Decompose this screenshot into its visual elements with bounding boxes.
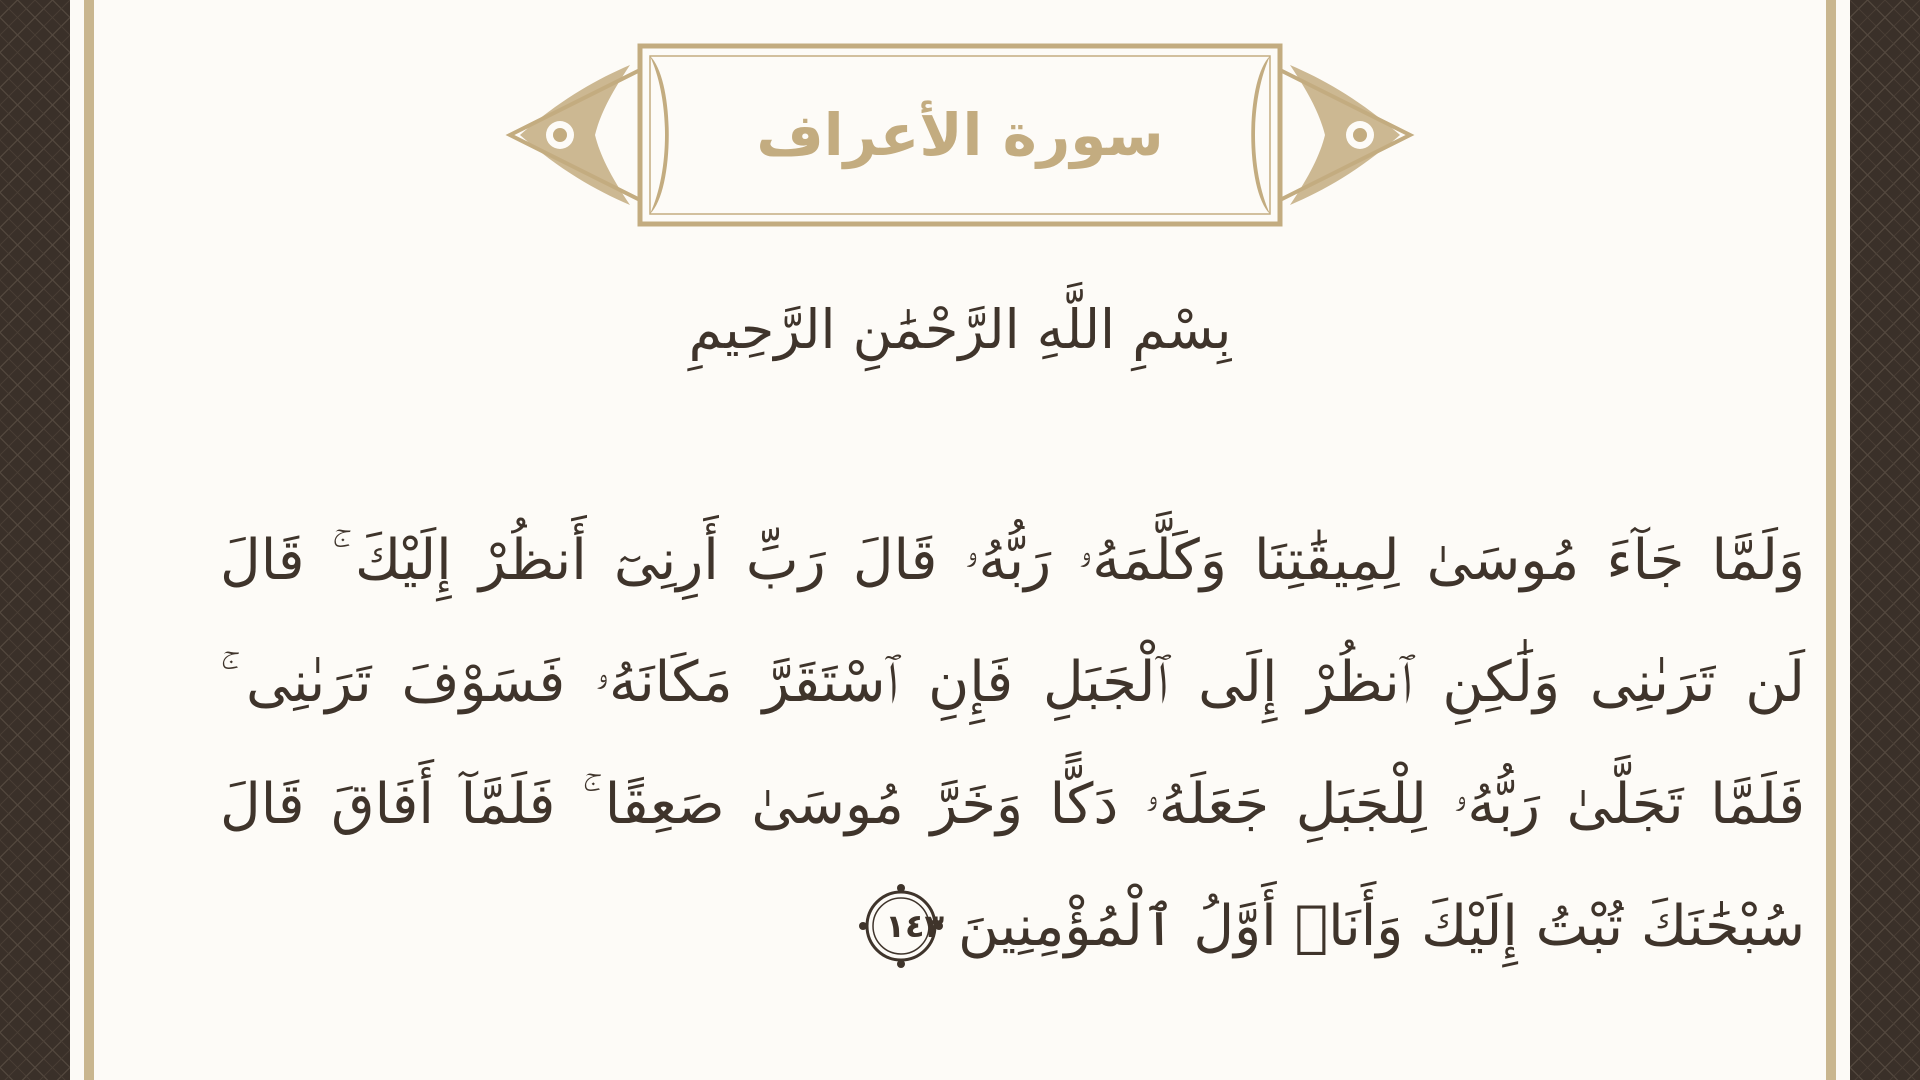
ayah-number-marker [858, 883, 944, 969]
basmala: بِسْمِ اللَّهِ الرَّحْمَٰنِ الرَّحِيمِ [688, 298, 1232, 361]
left-gold-rule [84, 0, 94, 1080]
surah-title: سورة الأعراف [756, 101, 1164, 169]
ayah-line-4 [220, 866, 1805, 988]
left-ornamental-border [0, 0, 70, 1080]
right-gold-rule [1826, 0, 1836, 1080]
ayah-text [220, 500, 1805, 988]
geometric-pattern-icon [0, 0, 70, 1080]
ayah-line-4-text: سُبْحَٰنَكَ تُبْتُ إِلَيْكَ وَأَنَا۠ أَوَّلُ ٱلْمُؤْمِنِينَ [958, 894, 1805, 959]
ayah-line-3: فَلَمَّا تَجَلَّىٰ رَبُّهُۥ لِلْجَبَلِ جَعَلَهُۥ دَكًّا وَخَرَّ مُوسَىٰ صَعِقًا ۚ فَلَمَّآ أَفَاقَ قَالَ [220, 772, 1805, 837]
surah-header [500, 40, 1420, 230]
geometric-pattern-icon [1850, 0, 1920, 1080]
right-ornamental-border [1850, 0, 1920, 1080]
ayah-number: ١٤٣ [885, 906, 944, 945]
ayah-line-1: وَلَمَّا جَآءَ مُوسَىٰ لِمِيقَٰتِنَا وَكَلَّمَهُۥ رَبُّهُۥ قَالَ رَبِّ أَرِنِىٓ أَنظُرْ إِلَيْكَ ۚ قَالَ [220, 528, 1805, 593]
ayah-line-2: لَن تَرَىٰنِى وَلَٰكِنِ ٱنظُرْ إِلَى ٱلْجَبَلِ فَإِنِ ٱسْتَقَرَّ مَكَانَهُۥ فَسَوْفَ تَرَىٰنِى ۚ [220, 650, 1805, 715]
